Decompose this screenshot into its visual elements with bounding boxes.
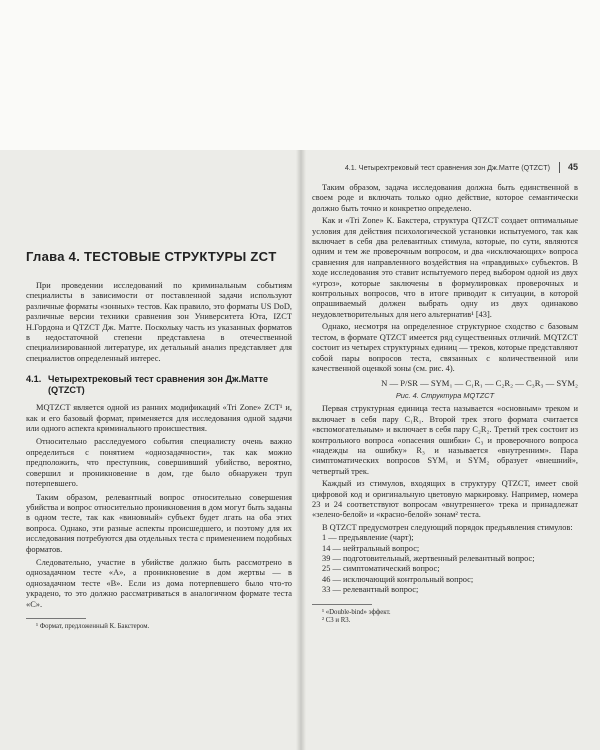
intro-paragraph: При проведении исследований по криминальным событиям специалисты в зависимости от поставленной задачи используют различные форматы «зонных» тестов. Как правило, это форматы US DoD, различные версии техники сравнения зон Университета Юта, IZCT Н.Гордона и QTZCT Дж. Матте. Поскольку часть из указанных форматов в недостаточной степени представлена в отечественной специализированной литературе, их детальный анализ представляет для специалистов определенный интерес.	[26, 281, 292, 363]
left-page	[26, 150, 292, 750]
page-number: 45	[567, 162, 578, 172]
section-number: 4.1.	[26, 374, 42, 385]
paragraph: Первая структурная единица теста называется «основным» треком и включает в себя пару C₁R₁. Второй трек этого формата считается «вспомогательным» и включает в себя пару C₂R₂. Третий трек состоит из контрольного вопроса «опасения ошибки» C₃ и проверочного вопроса «надежды на ошибку» R₃ и называется «внутренним». Пара симптоматических вопросов SYM₁ и SYM₂ образует «внешний», четвертый трек.	[312, 404, 578, 476]
paragraph: Как и «Tri Zone» К. Бакстера, структура QTZCT создает оптимальные условия для действия психологической установки испытуемого, так как включает в себя два релевантных стимула, которые, по сути, являются одним и тем же проверочным вопросом, и два «исключающих» вопроса сравнения для направленного воздействия на «правдивых» субъектов. В ходе исследования это ставит испытуемого перед выбором одной из двух «угроз», которые заключены в формулировках проверочных и контрольных вопросов, что в итоге приводит к ситуации, в которой опрашиваемый должен выбрать одну из двух одинаково неудовлетворительных для него альтернатив¹ [43].	[312, 216, 578, 319]
section-heading	[26, 374, 292, 396]
footnote: ¹ «Double-bind» эффект.	[322, 608, 391, 616]
paragraph: Таким образом, релевантный вопрос относительно совершения убийства и вопрос относительно проникновения в дом могут быть заданы в одном тесте, так как «виновный» субъект будет лгать на оба этих вопроса. Однако, эти разные аспекты происшедшего, и поэтому для их исследования потребуются два отдельных теста с применением подобных форматов.	[26, 492, 292, 554]
list-item: 33 — релевантный вопрос;	[322, 585, 419, 595]
footnote: ¹ Формат, предложенный К. Бакстером.	[36, 622, 150, 630]
list-intro: В QTZCT предусмотрен следующий порядок предъявления стимулов:	[322, 522, 573, 532]
list-item: 1 — предъявление (чарт);	[322, 533, 414, 543]
figure-caption: Рис. 4. Структура MQTZCT	[395, 391, 495, 401]
list-item: 25 — симптоматический вопрос;	[322, 564, 440, 574]
paragraph: Таким образом, задача исследования должна быть единственной в своем роде и включать только одно действие, которое семантически должно быть точно и конкретно определено.	[312, 183, 578, 213]
list-item: 14 — нейтральный вопрос;	[322, 543, 420, 553]
stimulus-list	[312, 533, 578, 595]
list-item: 39 — подготовительный, жертвенный релевантный вопрос;	[322, 554, 535, 563]
paragraph: Каждый из стимулов, входящих в структуру QTZCT, имеет свой цифровой код и оригинальную цветовую маркировку. Например, номера 23 и 24 соответствуют вопросам «внутреннего» трека и принадлежат «зелено-белой» и «красно-белой» зонам² теста.	[312, 479, 578, 520]
footnote-divider	[26, 618, 86, 619]
left-body	[26, 281, 292, 632]
list-item: 46 — исключающий контрольный вопрос;	[322, 574, 474, 584]
background-top	[0, 0, 600, 150]
footnote-divider	[312, 604, 372, 605]
running-header-text: 4.1. Четырехтрековый тест сравнения зон Дж.Матте (QTZCT)	[344, 163, 550, 172]
paragraph: MQTZCT является одной из ранних модификаций «Tri Zone» ZCT¹ и, как и его базовый формат, применяется для исследования одной задачи или одного аспекта криминального происшествия.	[26, 403, 292, 434]
book-gutter	[296, 150, 306, 750]
section-title: Четырехтрековый тест сравнения зон Дж.Матте (QTZCT)	[48, 374, 269, 396]
paragraph: Однако, несмотря на определенное структурное сходство с базовым тестом, в формате QTZCT имеется ряд существенных отличий. MQTZCT состоит из четырех структурных единиц — треков, которые представляют собой пары вопросов теста, связанных с количественной или качественной оценкой зоны (см. рис. 4).	[312, 322, 578, 373]
footnote: ² C3 и R3.	[322, 617, 351, 625]
header-divider	[559, 162, 560, 173]
paragraph: Следовательно, участие в убийстве должно быть рассмотрено в однозадачном тесте «А», а проникновение в дом жертвы — в однозадачном тесте «В». Если из дома потерпевшего было что-то украдено, то это должно рассматриваться в аналогичном формате теста «С».	[26, 557, 292, 609]
structure-formula: N — P/SR — SYM₁ — C₁R₁ — C₂R₂ — C₃R₃ — SYM₂	[381, 378, 578, 389]
paragraph: Относительно расследуемого события специалисту очень важно определиться с понятием «однозадачности», так как можно предположить, что преступник, совершивший убийство, вероятно, совершил и проникновение в дом, где было обнаружен труп потерпевшего.	[26, 437, 292, 489]
right-page	[312, 150, 578, 750]
right-body	[312, 183, 578, 626]
chapter-title: Глава 4. ТЕСТОВЫЕ СТРУКТУРЫ ZCT	[26, 249, 277, 264]
